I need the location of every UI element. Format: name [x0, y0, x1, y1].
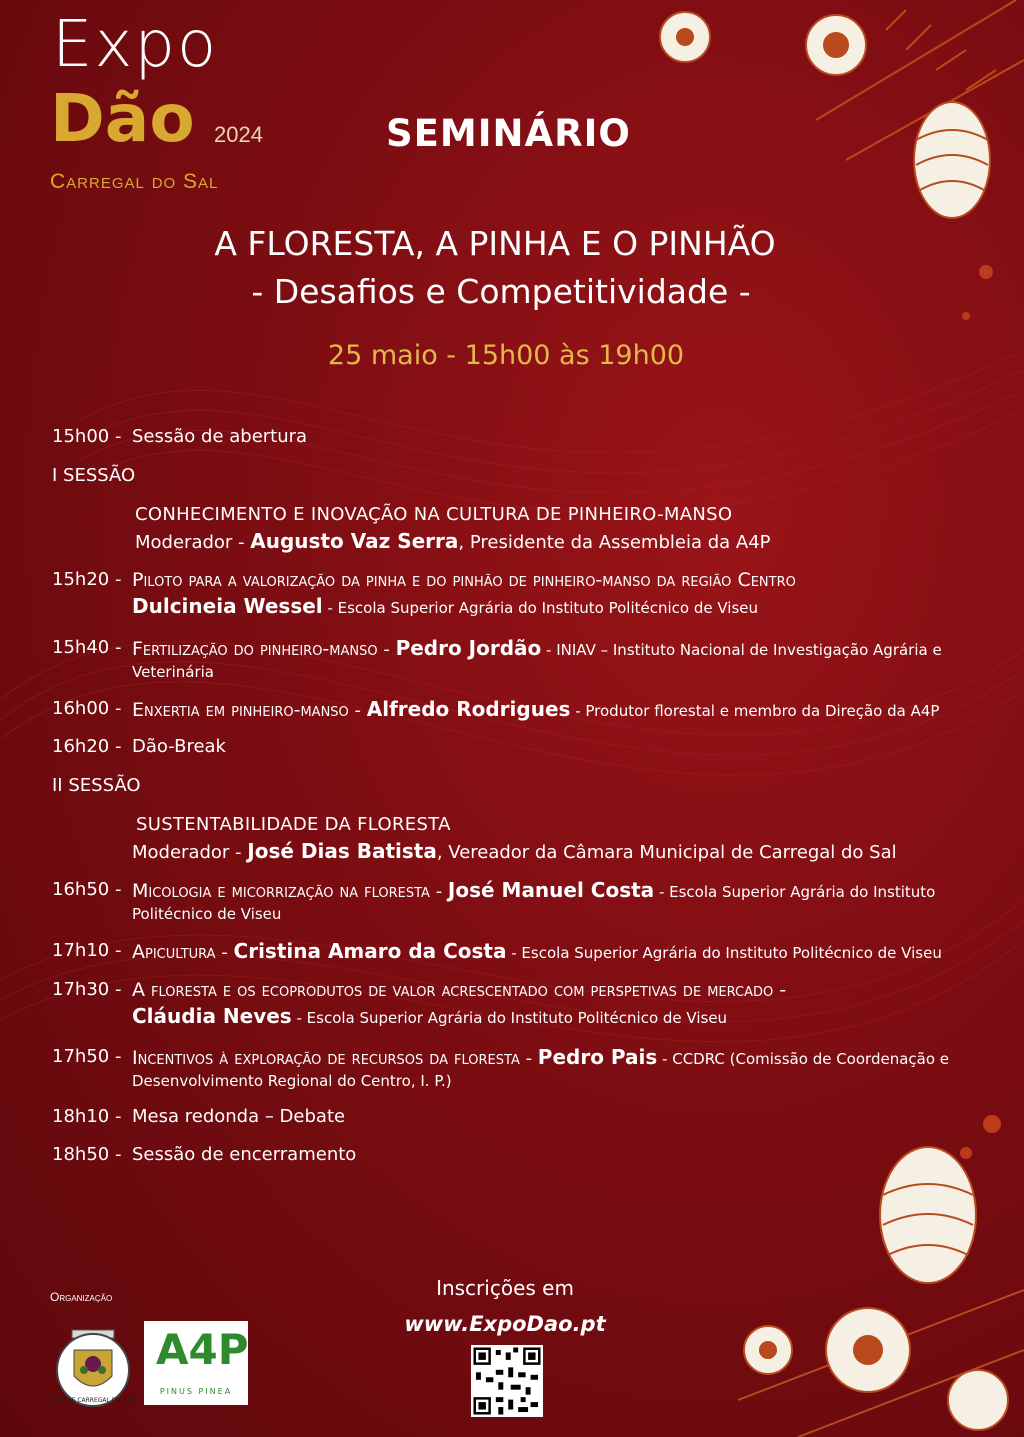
- separator: -: [519, 1048, 538, 1069]
- talk-title: Incentivos à exploração de recursos da floresta: [132, 1047, 520, 1069]
- session-2-theme: SUSTENTABILIDADE DA FLORESTA: [136, 814, 451, 835]
- speaker-institution: - Produtor florestal e membro da Direção da A4P: [570, 702, 940, 720]
- talk-title: A floresta e os ecoprodutos de valor acrescentado com perspetivas de mercado -: [132, 979, 787, 1001]
- item-text: Sessão de abertura: [132, 426, 308, 447]
- talk-title: Enxertia em pinheiro-manso: [132, 699, 349, 721]
- speaker-name: Pedro Pais: [537, 1045, 658, 1069]
- session-1-label: I SESSÃO: [52, 465, 136, 486]
- crest-text: VILA DE CARREGAL DO SAL: [52, 1397, 134, 1404]
- a4p-logo: [144, 1321, 248, 1405]
- pine-flower-small-icon: [656, 8, 714, 66]
- item-text: Sessão de encerramento: [132, 1144, 357, 1165]
- item-text: Dão-Break: [132, 736, 226, 757]
- item-text: Mesa redonda – Debate: [132, 1106, 346, 1127]
- item-time: 15h20 -: [52, 569, 122, 590]
- speaker-name: Dulcineia Wessel: [132, 594, 323, 618]
- item-time: 17h50 -: [52, 1046, 122, 1067]
- item-time: 17h30 -: [52, 979, 122, 1000]
- moderator-prefix: Moderador -: [132, 842, 242, 863]
- item-time: 15h40 -: [52, 637, 122, 658]
- speaker-name: Cristina Amaro da Costa: [233, 939, 507, 963]
- moderator-prefix: Moderador -: [135, 532, 245, 553]
- session-1-moderator: [135, 530, 985, 554]
- a4p-logo-text: A4P: [156, 1325, 249, 1374]
- speaker-institution: - CCDRC (Comissão de Coordenação e Desenvolvimento Regional do Centro, I. P.): [132, 1050, 950, 1090]
- registration-link[interactable]: www.ExpoDao.pt: [404, 1312, 606, 1336]
- pine-cone-top-icon: [786, 0, 1024, 240]
- session-2-moderator: [132, 840, 982, 864]
- speaker-institution: - Escola Superior Agrária do Instituto Politécnico de Viseu: [506, 944, 942, 962]
- moderator-role: , Presidente da Assembleia da A4P: [458, 532, 771, 553]
- speaker-name: Alfredo Rodrigues: [366, 697, 571, 721]
- event-subtitle: - Desafios e Competitividade -: [251, 272, 751, 311]
- talk-title: Piloto para a valorização da pinha e do pinhão de pinheiro-manso da região Centro: [132, 569, 796, 591]
- session-1-theme: CONHECIMENTO E INOVAÇÃO NA CULTURA DE PINHEIRO-MANSO: [135, 504, 733, 525]
- talk-title: Micologia e micorrização na floresta: [132, 880, 430, 902]
- moderator-role: , Vereador da Câmara Municipal de Carregal do Sal: [436, 842, 897, 863]
- separator: -: [429, 881, 448, 902]
- organization-label: Organização: [50, 1290, 113, 1304]
- talk-title: Apicultura: [132, 941, 216, 963]
- separator: -: [348, 700, 367, 721]
- logo-dao-text: Dão: [50, 80, 195, 157]
- separator: -: [215, 942, 234, 963]
- session-2-label: II SESSÃO: [52, 775, 141, 796]
- speaker-name: José Manuel Costa: [447, 878, 655, 902]
- item-time: 16h20 -: [52, 736, 122, 757]
- speaker-name: Cláudia Neves: [132, 1004, 292, 1028]
- item-time: 17h10 -: [52, 940, 122, 961]
- item-time: 16h00 -: [52, 698, 122, 719]
- speaker-name: Pedro Jordão: [395, 636, 542, 660]
- qr-code-icon[interactable]: [471, 1345, 543, 1417]
- item-time: 16h50 -: [52, 879, 122, 900]
- event-date: 25 maio - 15h00 às 19h00: [327, 340, 685, 371]
- item-time: 15h00 -: [52, 426, 122, 447]
- logo-city: Carregal do Sal: [50, 170, 219, 193]
- talk-title: Fertilização do pinheiro-manso: [132, 638, 378, 660]
- separator: -: [377, 639, 396, 660]
- a4p-logo-sub: PINUS PINEA: [159, 1387, 233, 1396]
- speaker-institution: - Escola Superior Agrária do Instituto Politécnico de Viseu: [291, 1009, 728, 1027]
- speaker-institution: - Escola Superior Agrária do Instituto Politécnico de Viseu: [132, 883, 936, 923]
- program-list: [52, 426, 982, 1186]
- registration-label: Inscrições em: [436, 1276, 574, 1300]
- logo-year: 2024: [214, 122, 263, 147]
- item-time: 18h50 -: [52, 1144, 122, 1165]
- logo-expo-text: Expo: [52, 8, 219, 82]
- seminar-label: SEMINÁRIO: [386, 112, 631, 155]
- speaker-institution: - INIAV – Instituto Nacional de Investigação Agrária e Veterinária: [132, 641, 942, 681]
- moderator-name: Augusto Vaz Serra: [250, 529, 459, 553]
- speaker-institution: - Escola Superior Agrária do Instituto Politécnico de Viseu: [322, 599, 759, 617]
- item-time: 18h10 -: [52, 1106, 122, 1127]
- municipality-crest-logo: [52, 1320, 134, 1412]
- moderator-name: José Dias Batista: [247, 839, 437, 863]
- event-title: A FLORESTA, A PINHA E O PINHÃO: [214, 224, 776, 263]
